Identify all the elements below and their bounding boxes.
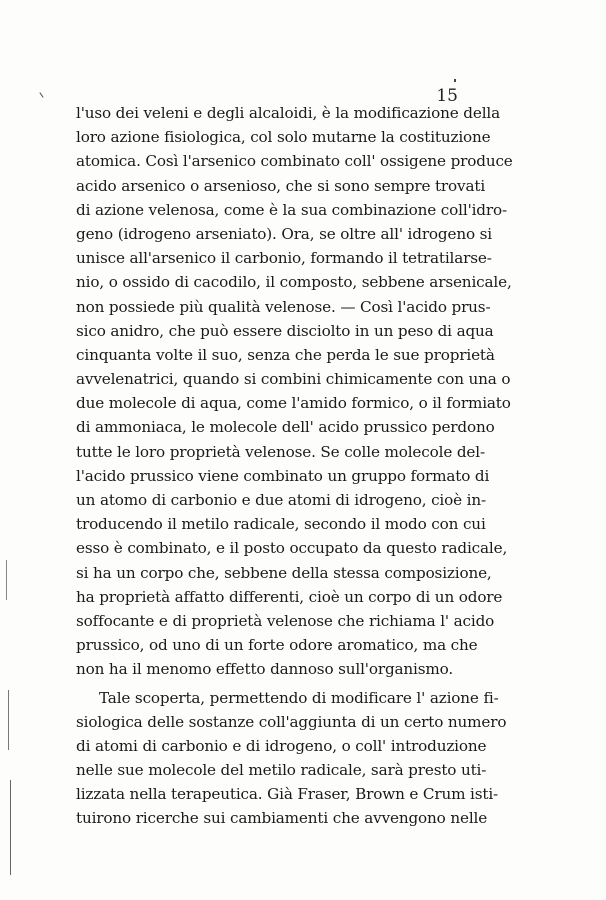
paragraph-2 — [76, 686, 507, 831]
text-line: cinquanta volte il suo, senza che perda le sue proprietà — [76, 345, 495, 364]
scan-mark-top — [39, 92, 43, 97]
text-line: tutte le loro proprietà velenose. Se colle molecole del- — [76, 442, 485, 461]
text-line: di azione velenosa, come è la sua combinazione coll'idro- — [76, 200, 507, 219]
text-line: prussico, od uno di un forte odore aromatico, ma che — [76, 636, 478, 655]
text-line: nio, o ossido di cacodilo, il composto, sebbene arsenicale, — [76, 273, 512, 292]
text-line: siologica delle sostanze coll'aggiunta di un certo numero — [76, 712, 507, 731]
scan-mark-side-2 — [8, 690, 9, 750]
text-line: loro azione fisiologica, col solo mutarne la costituzione — [76, 128, 491, 147]
text-line: nelle sue molecole del metilo radicale, sarà presto uti- — [76, 761, 487, 780]
page-number: 15 — [436, 86, 458, 106]
text-line: due molecole di aqua, come l'amido formico, o il formiato — [76, 394, 511, 413]
text-line: un atomo di carbonio e due atomi di idrogeno, cioè in- — [76, 491, 486, 509]
scan-mark-side-3 — [10, 780, 11, 875]
text-line: ha proprietà affatto differenti, cioè un corpo di un odore — [76, 587, 503, 606]
text-line: non ha il menomo effetto dannoso sull'organismo. — [76, 660, 454, 679]
text-line: lizzata nella terapeutica. Già Fraser, Brown e Crum isti- — [76, 785, 499, 804]
body-text — [76, 101, 513, 831]
text-line: di atomi di carbonio e di idrogeno, o coll' introduzione — [76, 736, 487, 755]
text-line: atomica. Così l'arsenico combinato coll' ossigene produce — [76, 152, 513, 171]
text-line: si ha un corpo che, sebbene della stessa composizione, — [76, 563, 492, 582]
text-line: sico anidro, che può essere disciolto in un peso di aqua — [76, 321, 494, 340]
text-line: non possiede più qualità velenose. — Così l'acido prus- — [76, 297, 491, 316]
scan-mark-side-1 — [6, 560, 7, 600]
text-line: l'uso dei veleni e degli alcaloidi, è la modificazione della — [76, 104, 501, 122]
text-line: troducendo il metilo radicale, secondo il modo con cui — [76, 515, 486, 534]
scan-mark-corner — [454, 79, 456, 82]
text-line: unisce all'arsenico il carbonio, formando il tetratilarse- — [76, 249, 492, 268]
text-line: geno (idrogeno arseniato). Ora, se oltre all' idrogeno si — [76, 224, 492, 243]
text-line: tuirono ricerche sui cambiamenti che avvengono nelle — [76, 809, 488, 828]
text-line: acido arsenico o arsenioso, che si sono sempre trovati — [76, 176, 486, 195]
text-line: soffocante e di proprietà velenose che richiama l' acido — [76, 611, 495, 630]
text-line: di ammoniaca, le molecole dell' acido prussico perdono — [76, 418, 495, 437]
text-line: esso è combinato, e il posto occupato da questo radicale, — [76, 539, 508, 558]
text-line: avvelenatrici, quando si combini chimicamente con una o — [76, 370, 511, 389]
text-line: Tale scoperta, permettendo di modificare l' azione fi- — [99, 688, 499, 707]
text-line: l'acido prussico viene combinato un gruppo formato di — [76, 466, 490, 485]
paragraph-1 — [76, 101, 513, 682]
